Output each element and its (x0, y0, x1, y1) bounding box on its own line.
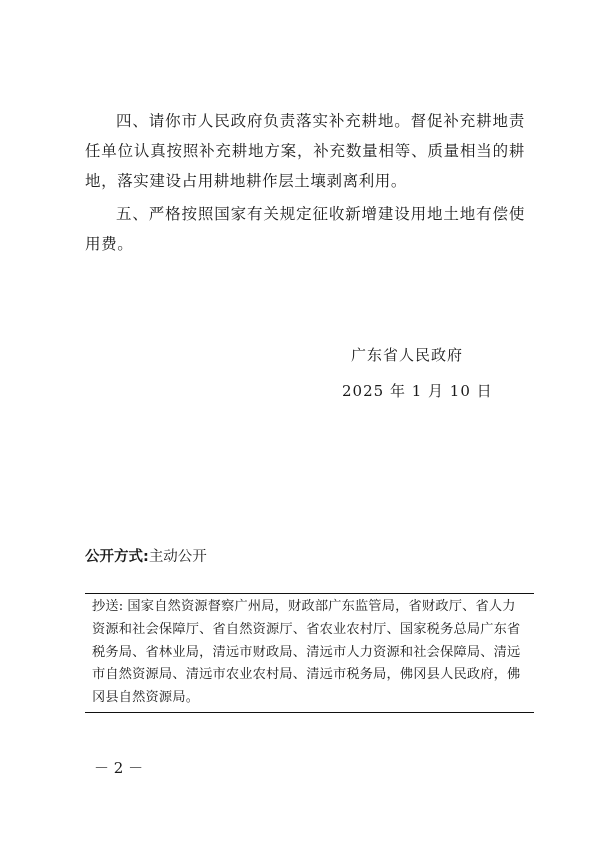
page-number: － 2 － (94, 759, 144, 777)
disclosure-value: 主动公开 (148, 549, 207, 565)
body-paragraph-5: 五、严格按照国家有关规定征收新增建设用地土地有偿使用费。 (85, 205, 525, 253)
cc-bottom-rule (85, 712, 534, 713)
cc-recipients: 国家自然资源督察广州局，财政部广东监管局，省财政厅、省人力资源和社会保障厅、省自然资源厅、省农业农村厅、国家税务总局广东省税务局、省林业局，清远市财政局、清远市人力资源和社会保障局、清远市自然资源局、清远市农业农村局、清远市税务局，佛冈县人民政府，佛冈县自然资源局。 (92, 599, 521, 706)
signature-organization: 广东省人民政府 (351, 346, 464, 364)
cc-block (92, 596, 528, 710)
disclosure-method (85, 545, 207, 566)
cc-top-rule (85, 593, 534, 594)
disclosure-label: 公开方式: (85, 549, 149, 565)
cc-label: 抄送: (92, 599, 124, 614)
body-paragraph-4: 四、请你市人民政府负责落实补充耕地。督促补充耕地责任单位认真按照补充耕地方案，补充数量相等、质量相当的耕地，落实建设占用耕地耕作层土壤剥离利用。 (85, 112, 525, 190)
signature-date: 2025 年 1 月 10 日 (342, 382, 493, 400)
